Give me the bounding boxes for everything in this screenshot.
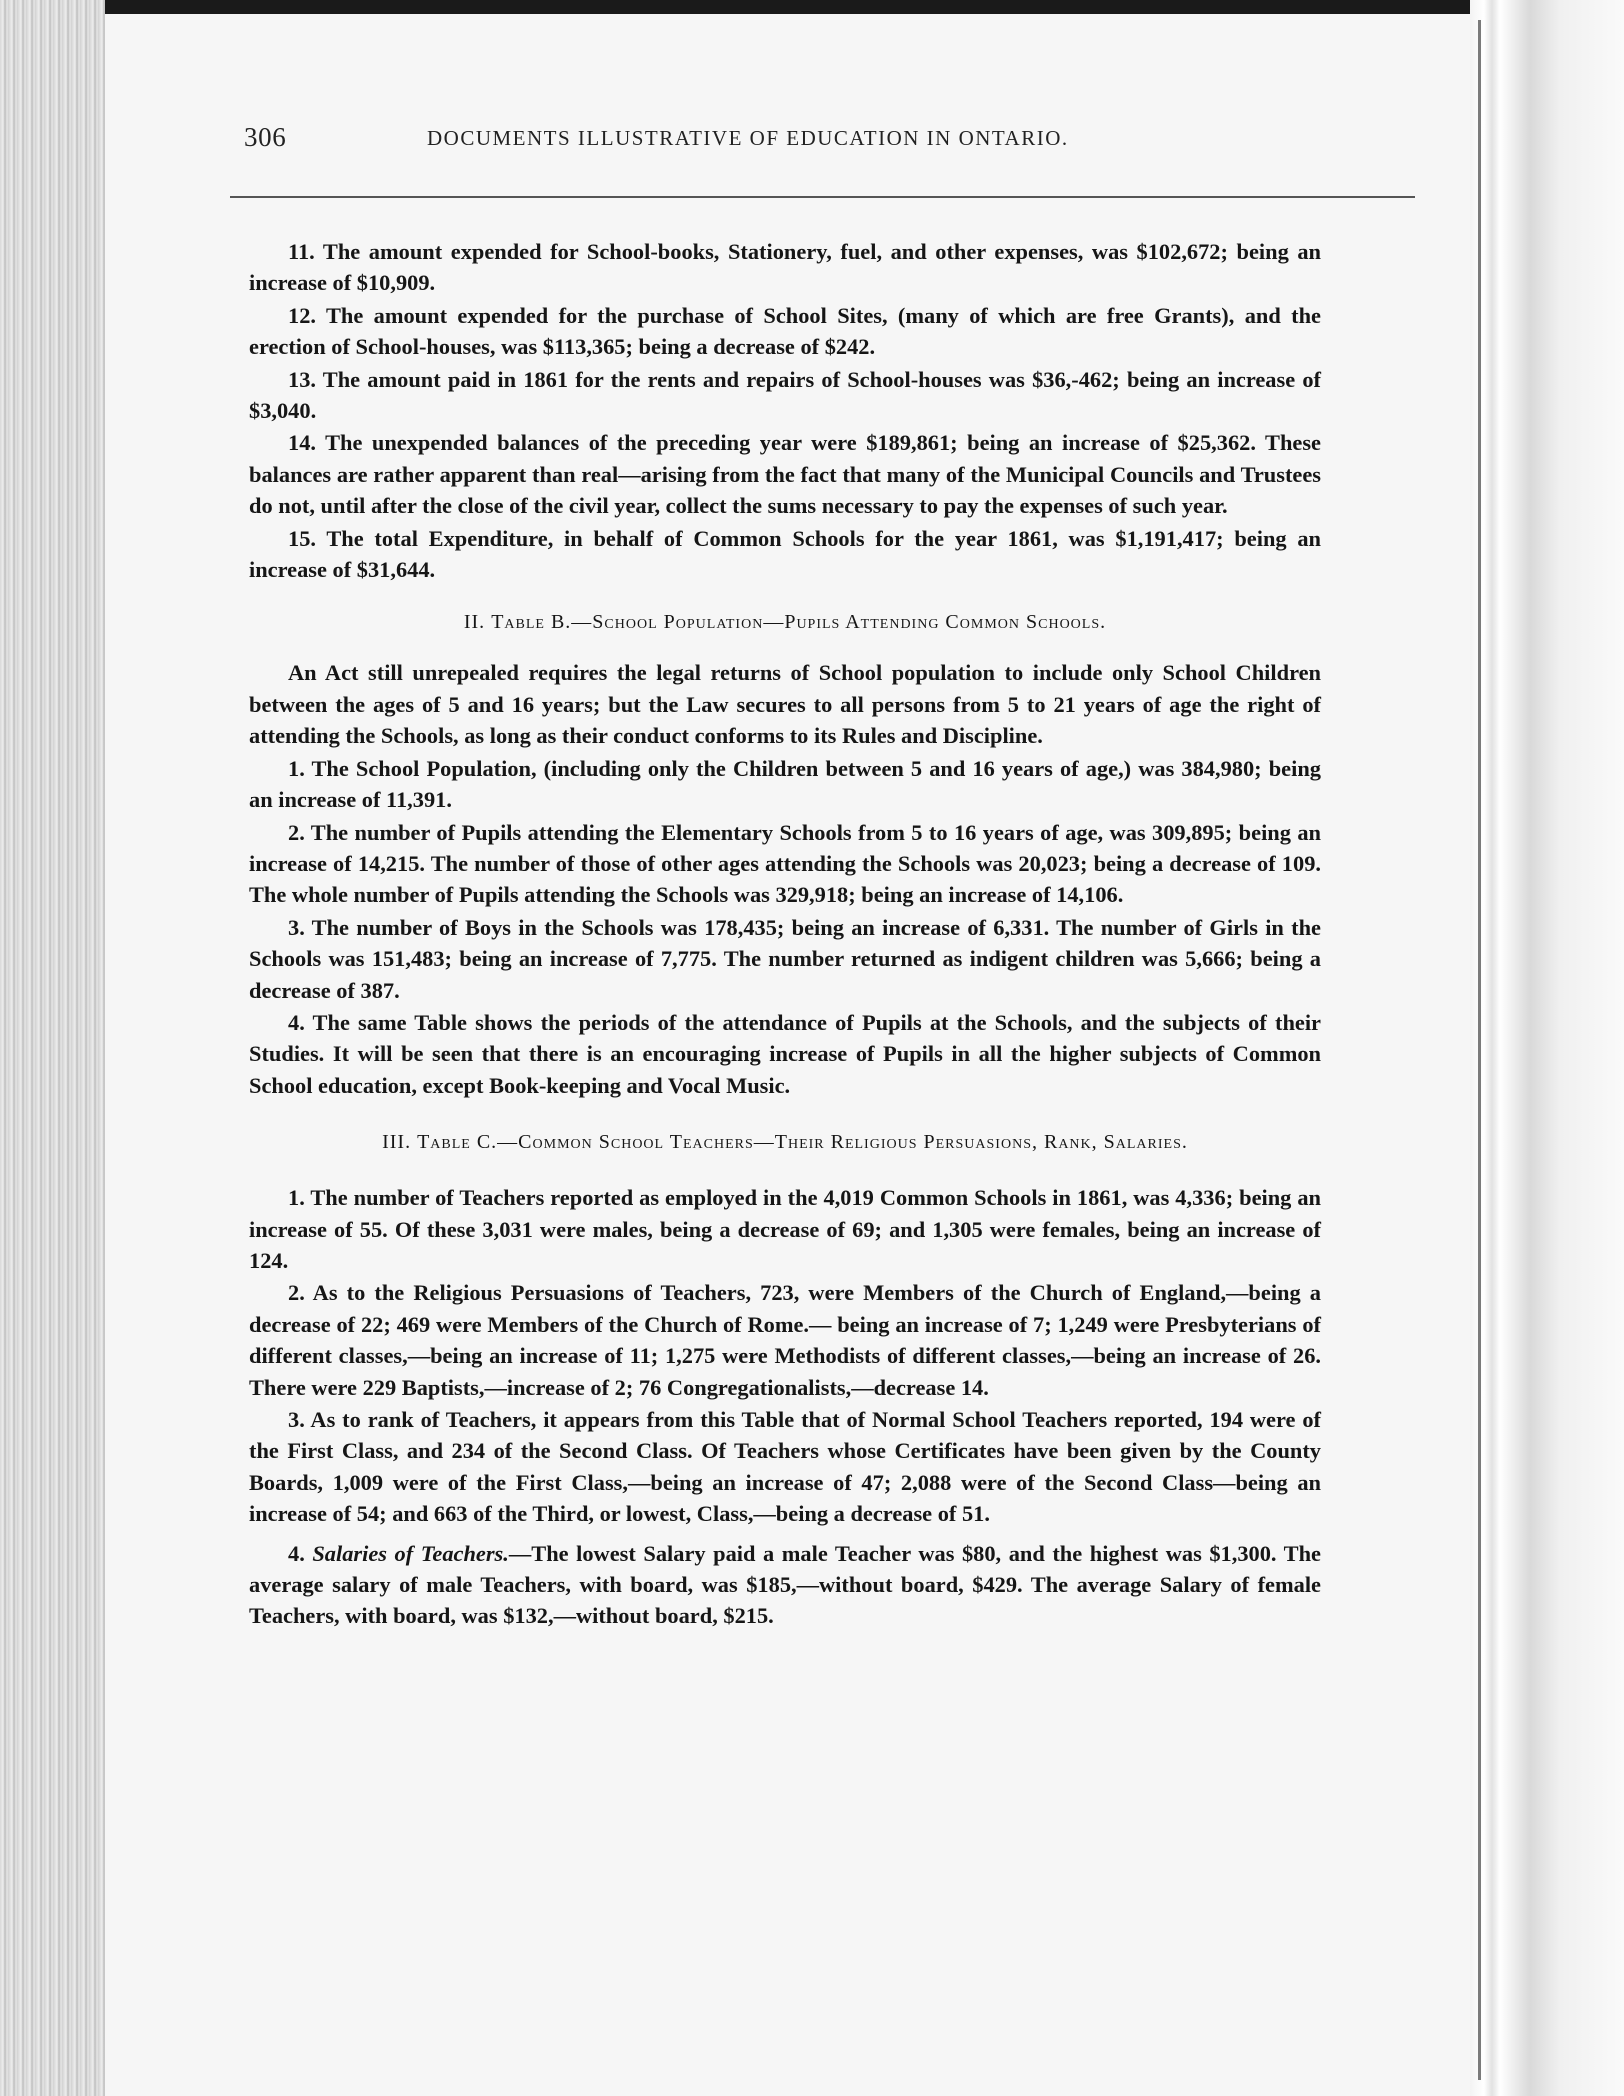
paragraph-b4: 4. The same Table shows the periods of the attendance of Pupils at the Schools, and the subjects of their Studies. It will be seen that there is an encouraging increase of Pupils in all the higher subjects of Common School education, except Book-keeping and Vocal Music. xyxy=(249,1009,1321,1098)
paragraph-13: 13. The amount paid in 1861 for the rents and repairs of School-houses was $36,-462; being an increase of $3,040. xyxy=(249,366,1321,424)
spine-line xyxy=(1478,20,1481,2080)
page-number: 306 xyxy=(244,122,287,152)
paragraph-c4-salaries xyxy=(249,1538,1321,1632)
document-page xyxy=(105,14,1470,2096)
salaries-number: 4. xyxy=(288,1540,305,1566)
section-heading-table-b xyxy=(249,607,1321,638)
salaries-text: —The lowest Salary paid a male Teacher was $80, and the highest was $1,300. The average salary of male Teachers, with board, was $185,—without board, $429. The average Salary of female Teachers, with board, was $132,—without board, $215. xyxy=(249,1540,1321,1629)
running-title: DOCUMENTS ILLUSTRATIVE OF EDUCATION IN ONTARIO. xyxy=(427,126,1069,150)
section-heading-numeral: III. xyxy=(382,1131,412,1154)
paragraph-11: 11. The amount expended for School-books, Stationery, fuel, and other expenses, was $102,672; being an increase of $10,909. xyxy=(249,239,1321,296)
paragraph-12: 12. The amount expended for the purchase of School Sites, (many of which are free Grants), and the erection of School-houses, was $113,365; being a decrease of $242. xyxy=(249,302,1321,360)
paragraph-c3: 3. As to rank of Teachers, it appears from this Table that of Normal School Teachers reported, 194 were of the First Class, and 234 of the Second Class. Of Teachers whose Certificates have been given by the County Boards, 1,009 were of the First Class,—being an increase of 47; 2,088 were of the Second Class—being an increase of 54; and 663 of the Third, or lowest, Class,—being a decrease of 51. xyxy=(249,1407,1321,1527)
paragraph-15: 15. The total Expenditure, in behalf of Common Schools for the year 1861, was $1,191,417; being an increase of $31,644. xyxy=(249,525,1321,583)
paragraph-b3: 3. The number of Boys in the Schools was 178,435; being an increase of 6,331. The number of Girls in the Schools was 151,483; being an increase of 7,775. The number returned as indigent children was 5,666; being a decrease of 387. xyxy=(249,914,1321,1003)
paragraph-act-unrepealed: An Act still unrepealed requires the legal returns of School population to include only School Children between the ages of 5 and 16 years; but the Law secures to all persons from 5 to 21 years of age the right of attending the Schools, as long as their conduct conforms to its Rules and Discipline. xyxy=(249,660,1321,749)
paragraph-14: 14. The unexpended balances of the preceding year were $189,861; being an increase of $25,362. These balances are rather apparent than real—arising from the fact that many of the Municipal Councils and Trustees do not, until after the close of the civil year, collect the sums necessary to pay the expenses of such year. xyxy=(249,430,1321,519)
header-rule xyxy=(230,196,1415,198)
book-spine-edge xyxy=(1470,0,1624,2096)
section-heading-table-c xyxy=(249,1127,1321,1158)
paragraph-c2: 2. As to the Religious Persuasions of Teachers, 723, were Members of the Church of England,—being a decrease of 22; 469 were Members of the Church of Rome.— being an increase of 7; 1,249 were Presbyterians of different classes,—being an increase of 11; 1,275 were Methodists of different classes,—being an increase of 26. There were 229 Baptists,—increase of 2; 76 Congregationalists,—decrease 14. xyxy=(249,1280,1321,1400)
section-heading-text: Table B.—School Population—Pupils Attending Common Schools. xyxy=(491,611,1107,634)
section-heading-numeral: II. xyxy=(463,611,486,634)
body-text xyxy=(249,236,1321,1633)
paragraph-b1: 1. The School Population, (including only the Children between 5 and 16 years of age,) was 384,980; being an increase of 11,391. xyxy=(249,755,1321,813)
book-binding-edge xyxy=(0,0,105,2096)
section-heading-text: Table C.—Common School Teachers—Their Religious Persuasions, Rank, Salaries. xyxy=(417,1131,1188,1154)
page-header xyxy=(244,122,1414,162)
paragraph-c1: 1. The number of Teachers reported as employed in the 4,019 Common Schools in 1861, was 4,336; being an increase of 55. Of these 3,031 were males, being a decrease of 69; and 1,305 were females, being an increase of 124. xyxy=(249,1185,1321,1273)
salaries-title: Salaries of Teachers. xyxy=(312,1540,509,1566)
paragraph-b2: 2. The number of Pupils attending the Elementary Schools from 5 to 16 years of age, was 309,895; being an increase of 14,215. The number of those of other ages attending the Schools was 20,023; being a decrease of 109. The whole number of Pupils attending the Schools was 329,918; being an increase of 14,106. xyxy=(249,819,1321,908)
